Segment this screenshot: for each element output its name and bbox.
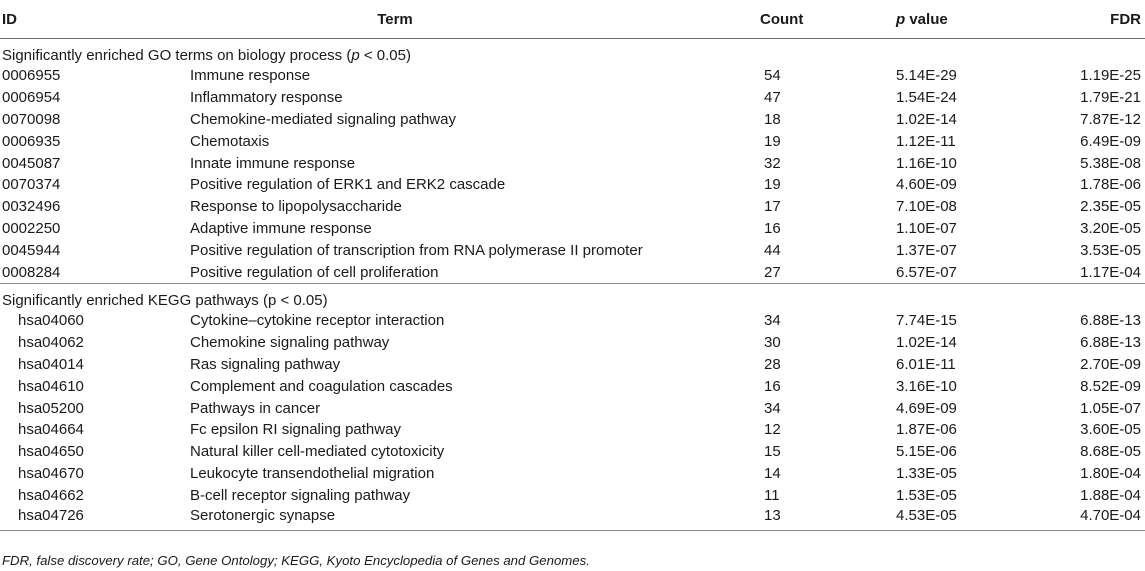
row-fdr: 3.20E-05: [1080, 219, 1141, 237]
header-p-letter: p: [896, 10, 906, 28]
table-row: [0, 109, 1145, 131]
row-id: 0070374: [2, 176, 61, 194]
row-count: 14: [764, 464, 781, 482]
table-row: [0, 65, 1145, 87]
row-fdr: 6.49E-09: [1080, 132, 1141, 150]
header-id: ID: [0, 0, 190, 39]
row-fdr: 6.88E-13: [1080, 312, 1141, 330]
row-term: Natural killer cell-mediated cytotoxicity: [190, 443, 445, 461]
header-p-value: [870, 0, 1020, 39]
row-term: Complement and coagulation cascades: [190, 377, 453, 395]
table-row: [0, 332, 1145, 354]
table-footnote: FDR, false discovery rate; GO, Gene Ontology; KEGG, Kyoto Encyclopedia of Genes and Genomes.: [2, 553, 590, 568]
kegg-section-header: [0, 283, 1145, 310]
table-row: [0, 397, 1145, 419]
row-term: Leukocyte transendothelial migration: [190, 464, 435, 482]
row-id: 0070098: [2, 110, 61, 128]
row-count: 13: [710, 506, 870, 531]
row-term: Innate immune response: [190, 154, 356, 172]
row-count: 11: [764, 486, 780, 504]
row-term: Positive regulation of transcription from RNA polymerase II promoter: [190, 241, 643, 259]
row-term: Response to lipopolysaccharide: [190, 198, 402, 216]
row-term: Adaptive immune response: [190, 219, 372, 237]
header-count: Count: [710, 0, 870, 39]
row-term: B-cell receptor signaling pathway: [190, 486, 411, 504]
row-fdr: 6.88E-13: [1080, 334, 1141, 352]
row-id: 0006955: [2, 67, 61, 85]
row-fdr: 1.79E-21: [1080, 89, 1141, 107]
row-fdr: 1.05E-07: [1080, 399, 1141, 417]
row-count: 17: [764, 198, 781, 216]
table-row: [0, 152, 1145, 174]
row-p-value: 5.15E-06: [896, 443, 957, 461]
row-id: hsa04664: [18, 421, 84, 439]
row-count: 16: [764, 377, 781, 395]
table-row: [0, 441, 1145, 463]
row-count: 15: [764, 443, 781, 461]
header-p-rest: value: [905, 10, 948, 28]
go-section-title-end: < 0.05): [359, 47, 411, 64]
row-p-value: 1.02E-14: [896, 110, 957, 128]
table-row: [0, 419, 1145, 441]
row-p-value: 6.57E-07: [896, 263, 957, 281]
row-p-value: 1.02E-14: [896, 334, 957, 352]
table-row: [0, 261, 1145, 283]
row-p-value: 1.87E-06: [896, 421, 957, 439]
row-fdr: 3.53E-05: [1080, 241, 1141, 259]
row-p-value: 1.53E-05: [896, 486, 957, 504]
table-row: [0, 174, 1145, 196]
table-body: [0, 39, 1145, 531]
row-p-value: 1.10E-07: [896, 219, 957, 237]
go-section-header: [0, 39, 1145, 66]
row-term: Chemokine signaling pathway: [190, 334, 390, 352]
row-p-value: 5.14E-29: [896, 67, 957, 85]
row-count: 54: [764, 67, 781, 85]
row-fdr: 7.87E-12: [1080, 110, 1141, 128]
table-row: [0, 463, 1145, 485]
row-fdr: 2.35E-05: [1080, 198, 1141, 216]
row-id: 0032496: [2, 198, 61, 216]
row-count: 19: [764, 176, 781, 194]
row-count: 34: [764, 312, 781, 330]
row-p-value: 1.54E-24: [896, 89, 957, 107]
row-term: Immune response: [190, 67, 311, 85]
row-term: Positive regulation of cell proliferation: [190, 263, 439, 281]
row-id: 0006935: [2, 132, 61, 150]
row-id: 0006954: [2, 89, 61, 107]
row-fdr: 8.52E-09: [1080, 377, 1141, 395]
table-row: [0, 310, 1145, 332]
row-id: hsa04726: [0, 506, 190, 531]
row-count: 16: [764, 219, 781, 237]
row-id: 0008284: [2, 263, 61, 281]
row-id: hsa04650: [18, 443, 84, 461]
table-row: [0, 484, 1145, 506]
row-term: Chemotaxis: [190, 132, 270, 150]
table-row: [0, 354, 1145, 376]
row-term: Ras signaling pathway: [190, 355, 341, 373]
row-term: Inflammatory response: [190, 89, 343, 107]
row-p-value: 1.33E-05: [896, 464, 957, 482]
row-count: 32: [764, 154, 781, 172]
row-count: 30: [764, 334, 781, 352]
table-header: [0, 0, 1145, 39]
row-fdr: 2.70E-09: [1080, 355, 1141, 373]
table-row: [0, 239, 1145, 261]
row-p-value: 7.10E-08: [896, 198, 957, 216]
row-id: hsa04670: [18, 464, 84, 482]
row-count: 19: [764, 132, 781, 150]
row-count: 18: [764, 110, 781, 128]
row-id: hsa04610: [18, 377, 84, 395]
row-p-value: 1.37E-07: [896, 241, 957, 259]
row-id: hsa04060: [18, 312, 84, 330]
row-p-value: 4.69E-09: [896, 399, 957, 417]
row-id: 0002250: [2, 219, 61, 237]
row-fdr: 1.88E-04: [1080, 486, 1141, 504]
row-fdr: 1.78E-06: [1080, 176, 1141, 194]
table-row: [0, 375, 1145, 397]
row-id: 0045944: [2, 241, 61, 259]
row-term: Chemokine-mediated signaling pathway: [190, 110, 456, 128]
table-row: [0, 130, 1145, 152]
row-count: 28: [764, 355, 781, 373]
row-p-value: 7.74E-15: [896, 312, 957, 330]
row-id: hsa04062: [18, 334, 84, 352]
row-count: 34: [764, 399, 781, 417]
row-fdr: 3.60E-05: [1080, 421, 1141, 439]
row-count: 12: [764, 421, 781, 439]
row-term: Serotonergic synapse: [190, 506, 710, 531]
go-section-title: [0, 39, 1145, 66]
row-p-value: 1.16E-10: [896, 154, 957, 172]
row-fdr: 4.70E-04: [1020, 506, 1145, 531]
header-fdr: FDR: [1020, 0, 1145, 39]
row-fdr: 1.17E-04: [1080, 263, 1141, 281]
kegg-section-title: Significantly enriched KEGG pathways (p < 0.05): [0, 283, 1145, 310]
row-fdr: 5.38E-08: [1080, 154, 1141, 172]
row-id: hsa05200: [18, 399, 84, 417]
row-count: 47: [764, 89, 781, 107]
row-fdr: 1.19E-25: [1080, 67, 1141, 85]
table-row: [0, 196, 1145, 218]
go-section-title-text: Significantly enriched GO terms on biology process (: [2, 47, 352, 64]
row-p-value: 4.53E-05: [870, 506, 1020, 531]
row-count: 27: [764, 263, 781, 281]
row-id: hsa04014: [18, 355, 84, 373]
row-p-value: 3.16E-10: [896, 377, 957, 395]
go-section-title-p: p: [351, 47, 360, 64]
header-row: [0, 0, 1145, 39]
table-row: [0, 87, 1145, 109]
row-id: 0045087: [2, 154, 61, 172]
row-p-value: 1.12E-11: [896, 132, 956, 150]
row-term: Fc epsilon RI signaling pathway: [190, 421, 401, 439]
row-id: hsa04662: [18, 486, 84, 504]
table-row: [0, 218, 1145, 240]
row-term: Pathways in cancer: [190, 399, 321, 417]
row-p-value: 4.60E-09: [896, 176, 957, 194]
row-term: Positive regulation of ERK1 and ERK2 cascade: [190, 176, 506, 194]
row-term: Cytokine–cytokine receptor interaction: [190, 312, 445, 330]
header-term: Term: [190, 0, 710, 39]
table-row: [0, 506, 1145, 531]
row-fdr: 1.80E-04: [1080, 464, 1141, 482]
row-count: 44: [764, 241, 781, 259]
row-fdr: 8.68E-05: [1080, 443, 1141, 461]
row-p-value: 6.01E-11: [896, 355, 956, 373]
